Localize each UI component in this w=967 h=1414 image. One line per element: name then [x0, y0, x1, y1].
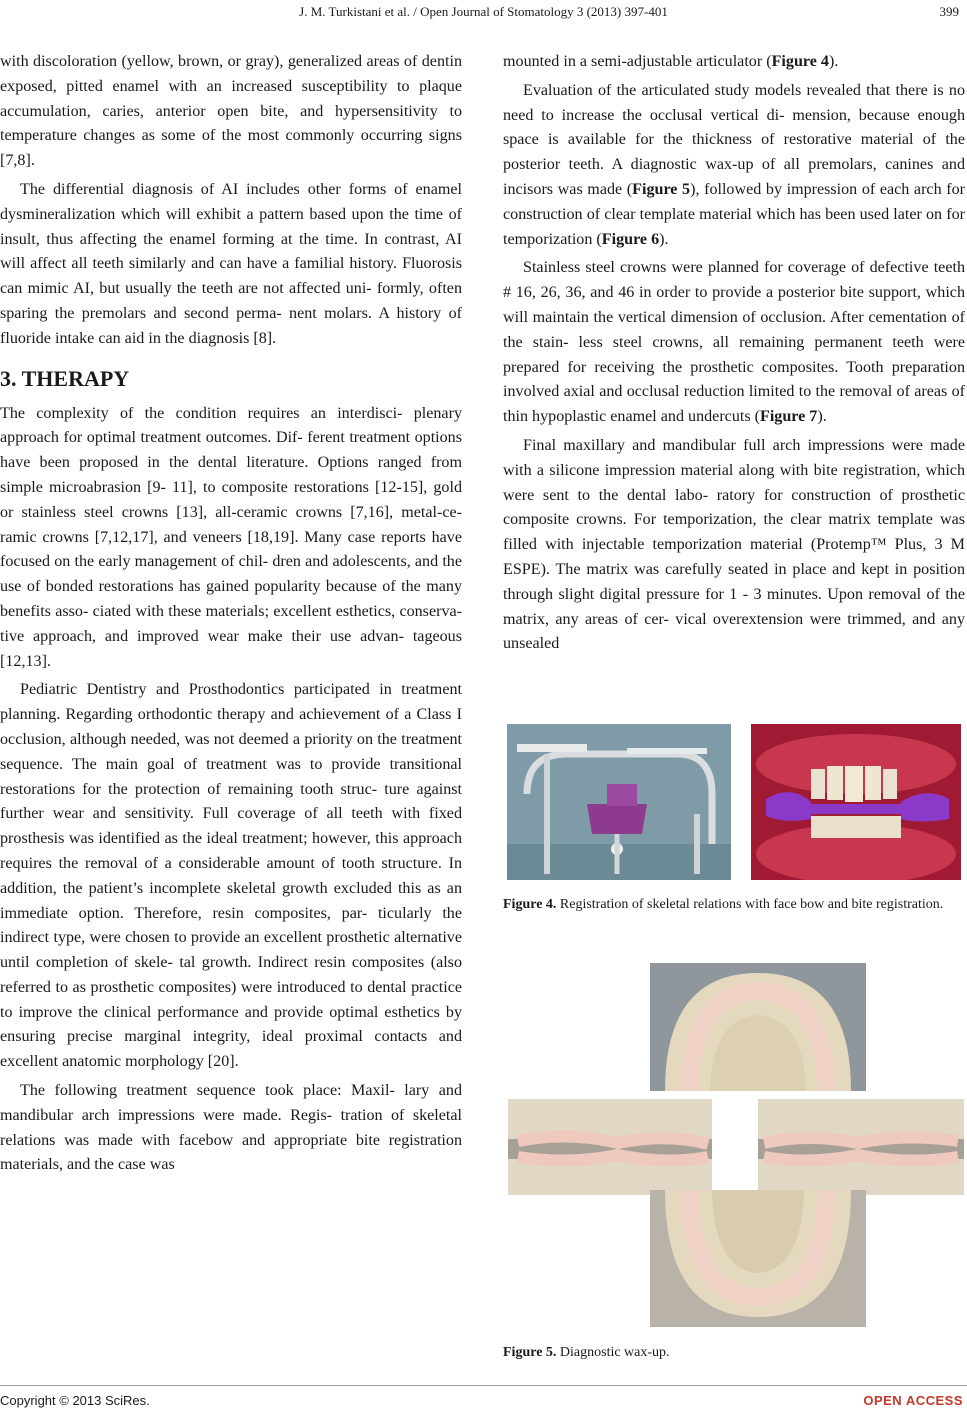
text-span: Stainless steel crowns were planned for coverage of defective teeth # 16, 26, 36, and 46 in order to provide a posterior bite support, which will maintain the vertical dimension of occlusion. After cementation of the stain- less steel crowns, all remaining permanent teeth were prepared for receiving the prosthetic composites. Tooth preparation involved axial and occlusal reduction limited to the removal of areas of thin hypoplastic enamel and undercuts ( — [503, 259, 965, 426]
lower-arch-image — [650, 1190, 866, 1327]
paragraph — [503, 256, 965, 430]
text-span: Evaluation of the articulated study models revealed that there is no need to increase the occlusal vertical di- mension, because enough space is available for the thickness of restorative material of the posterior teeth. A diagnostic wax-up of all premolars, canines and incisors was made ( — [503, 81, 965, 198]
wax-up-right-side-photo — [758, 1099, 964, 1195]
header-title: J. M. Turkistani et al. / Open Journal of Stomatology 3 (2013) 397-401 — [299, 4, 668, 19]
paragraph: The differential diagnosis of AI includes other forms of enamel dysmineralization which will exhibit a pattern based upon the time of insult, thus affecting the enamel forming at the time. In contrast, AI will affect all teeth similarly and can have a familial history. Fluorosis can mimic AI, but usually the teeth are not affected uni- formly, often sparing the premolars and second perma- nent molars. A history of fluoride intake can aid in the diagnosis [8]. — [0, 180, 462, 347]
left-column — [0, 50, 462, 1182]
figure-ref[interactable]: Figure 6 — [601, 230, 660, 248]
right-side-image — [758, 1099, 964, 1195]
figure-label: Figure 4. — [503, 897, 557, 912]
bite-registration-image — [751, 724, 961, 880]
figure-label: Figure 5. — [503, 1345, 557, 1360]
caption-text: Diagnostic wax-up. — [556, 1345, 670, 1360]
paragraph — [503, 50, 965, 75]
text-span: ), followed by impression of each arch for construction of clear template material which has been used later on for temporization ( — [503, 180, 966, 248]
wax-up-left-side-photo — [508, 1099, 712, 1195]
paragraph: Final maxillary and mandibular full arch impressions were made with a silicone impression material along with bite registration, which were sent to the dental labo- ratory for construction of prosthetic composite crowns. For temporization, the clear matrix template was filled with injectable temporization material (Protemp™ Plus, 3 M ESPE). The matrix was carefully seated in place and kept in position through slight digital pressure for 1 - 3 minutes. Upon removal of the matrix, any areas of cer- vical overextension were trimmed, and any unsealed — [503, 436, 965, 653]
paragraph: The following treatment sequence took place: Maxil- lary and mandibular arch impressions were made. Regis- tration of skeletal relations was made with facebow and appropriate bite registration materials, and the case was — [0, 1082, 462, 1174]
text-span: mounted in a semi-adjustable articulator ( — [503, 53, 772, 70]
figure-ref[interactable]: Figure 4 — [771, 53, 829, 70]
page-number: 399 — [939, 4, 959, 19]
copyright-text: Copyright © 2013 SciRes. — [0, 1393, 150, 1408]
running-header — [0, 4, 967, 24]
left-side-image — [508, 1099, 712, 1195]
wax-up-lower-arch-photo — [650, 1190, 866, 1327]
right-column — [503, 50, 965, 661]
face-bow-photo — [507, 724, 731, 880]
paragraph — [503, 79, 965, 253]
upper-arch-image — [650, 963, 866, 1091]
figure-ref[interactable]: Figure 7 — [759, 408, 818, 426]
bite-registration-photo — [751, 724, 961, 880]
text-span: ). — [817, 408, 827, 426]
wax-up-upper-arch-photo — [650, 963, 866, 1091]
figure-5-caption — [503, 1343, 965, 1362]
figure-ref[interactable]: Figure 5 — [632, 180, 691, 198]
paragraph: with discoloration (yellow, brown, or gray), generalized areas of dentin exposed, pitted enamel with an increased susceptibility to plaque accumulation, caries, anterior open bite, and hypersensitivity to temperature changes as some of the most commonly occurring signs [7,8]. — [0, 53, 462, 170]
section-heading: 3. THERAPY — [0, 365, 130, 391]
figure-4-caption — [503, 895, 965, 914]
open-access-label: OPEN ACCESS — [863, 1393, 963, 1408]
footer-divider — [0, 1385, 967, 1386]
face-bow-image — [507, 724, 731, 880]
text-span: ). — [659, 230, 669, 248]
paragraph: The complexity of the condition requires an interdisci- plenary approach for optimal treatment outcomes. Dif- ferent treatment options have been proposed in the dental literature. Options ranged from simple microabrasion [9- 11], to composite restorations [12-15], gold or stainless steel crowns [13], all-ceramic crowns [7,16], metal-ce- ramic crowns [7,12,17], and veneers [18,19]. Many case reports have focused on the early management of chil- dren and adolescents, and the use of bonded restorations has gained popularity because of the many benefits asso- ciated with these materials; excellent esthetics, conserva- tive approach, and improved wear make their use advan- tageous [12,13]. — [0, 404, 462, 670]
text-span: ). — [828, 53, 839, 70]
page-footer — [0, 1393, 967, 1411]
figure-4 — [503, 724, 965, 884]
caption-text: Registration of skeletal relations with face bow and bite registration. — [556, 897, 944, 912]
paragraph: Pediatric Dentistry and Prosthodontics participated in treatment planning. Regarding orthodontic therapy and achievement of a Class I occlusion, although needed, was not deemed a priority on the treatment sequence. The main goal of treatment was to provide transitional restorations for the protection of remaining tooth struc- ture against further wear and sensitivity. Full coverage of all teeth with fixed prosthesis was identified as the ideal treatment; however, this approach requires the removal of a considerable amount of tooth structure. In addition, the patient’s incomplete skeletal growth excluded this as an immediate option. Therefore, resin composites, par- ticularly the indirect type, were chosen to provide an excellent prosthetic alternative until completion of skele- tal growth. Indirect resin composites (also referred to as prosthetic composites) were introduced to dental practice to improve the clinical performance and provide optimal esthetics by ensuring precise marginal integrity, ideal proximal contacts and excellent anatomic morphology [20]. — [0, 681, 462, 1071]
